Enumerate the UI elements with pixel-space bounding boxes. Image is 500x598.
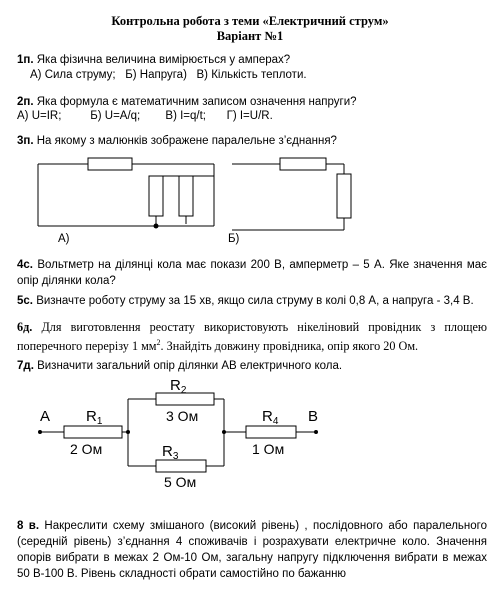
circuit-a-resistor-right: [179, 176, 193, 216]
circuit-a-junction: [154, 224, 159, 229]
resistor-r4: [246, 426, 296, 438]
circuit-b-label: Б): [228, 233, 240, 245]
point-a-label: A: [40, 408, 51, 425]
question-3-text: На якому з малюнків зображене паралельне з’єднання?: [33, 135, 337, 147]
circuit-a-diagram: [38, 158, 214, 226]
worksheet-title: Контрольна робота з теми «Електричний струм»: [111, 14, 389, 28]
question-1-option-c: В) Кількість теплоти.: [196, 69, 307, 81]
question-4: [17, 257, 487, 289]
junction-left: [126, 430, 130, 434]
question-1-options: [30, 68, 500, 83]
question-7: [17, 359, 487, 374]
question-3-number: 3п.: [17, 135, 34, 147]
question-8: [17, 518, 487, 582]
question-6-text-start: Для виготовлення реостату використовують нікеліновий провідник з площею поперечного перерізу 1 мм: [17, 320, 487, 354]
circuit-a-resistor-left: [149, 176, 163, 216]
question-7-number: 7д.: [17, 360, 34, 372]
r4-label: $R_4$: [262, 408, 279, 427]
question-4-text: Вольтметр на ділянці кола має покази 200 В, амперметр – 5 А. Яке значення має опір ділянки кола?: [17, 259, 487, 287]
question-3: [17, 134, 487, 149]
question-2-option-b: Б) U=A/q;: [90, 110, 141, 122]
question-2-number: 2п.: [17, 96, 34, 108]
r1-label: $R_1$: [86, 408, 103, 427]
question-4-number: 4с.: [17, 259, 33, 271]
question-2-option-d: Г) I=U/R.: [226, 110, 273, 122]
circuit-diagram-q7: [0, 374, 500, 494]
question-5-number: 5с.: [17, 295, 33, 307]
circuit-b-resistor-top: [280, 158, 326, 170]
point-a-terminal: [38, 430, 42, 434]
question-1-option-a: А) Сила струму;: [30, 69, 116, 81]
question-8-text: Накреслити схему змішаного (високий рівень) , послідовного або паралельного (середній рівень) з’єднання 4 споживачів і розрахувати електричне коло. Значення опорів вибрати в межах 2 Ом-10 Ом, загальну напругу підключення вибрати в межах 50 В-100 В. Рівень складності обрати самостійно по бажанню: [17, 520, 488, 580]
question-8-number: 8 в.: [17, 520, 40, 532]
question-2-options: [17, 109, 487, 124]
point-b-terminal: [314, 430, 318, 434]
r2-value: 3 Ом: [166, 408, 199, 424]
r3-label: $R_3$: [162, 443, 179, 462]
circuit-a-label: А): [58, 233, 70, 245]
question-7-text: Визначити загальний опір ділянки АВ електричного кола.: [33, 360, 343, 372]
question-1-option-b: Б) Напруга): [125, 69, 187, 81]
question-1: [17, 53, 487, 68]
question-1-text: Яка фізична величина вимірюється у амперах?: [33, 54, 291, 66]
resistor-r3: [156, 460, 206, 472]
question-6: [17, 319, 487, 354]
question-6-superscript: 2: [156, 338, 161, 347]
circuit-b-resistor-right: [337, 174, 351, 218]
resistor-r1: [64, 426, 122, 438]
question-2-option-c: В) I=q/t;: [165, 110, 206, 122]
question-5: [17, 294, 487, 309]
r1-value: 2 Ом: [70, 441, 103, 457]
circuit-a-resistor-top: [88, 158, 132, 170]
question-5-text: Визначте роботу струму за 15 хв, якщо сила струму в колі 0,8 А, а напруга - 3,4 В.: [33, 295, 474, 307]
question-2: [17, 95, 487, 110]
question-1-number: 1п.: [17, 54, 34, 66]
r4-value: 1 Ом: [252, 441, 285, 457]
question-6-text-end: . Знайдіть довжину провідника, опір якого 20 Ом.: [160, 339, 419, 354]
question-2-option-a: А) U=IR;: [17, 110, 62, 122]
junction-right: [222, 430, 226, 434]
variant-label: Варіант №1: [216, 29, 284, 43]
question-2-text: Яка формула є математичним записом означення напруги?: [33, 96, 357, 108]
point-b-label: B: [308, 408, 319, 425]
r3-value: 5 Ом: [164, 474, 197, 490]
circuit-b-diagram: [232, 158, 351, 230]
r2-label: $R_2$: [170, 377, 187, 396]
question-6-number: 6д.: [17, 320, 33, 334]
